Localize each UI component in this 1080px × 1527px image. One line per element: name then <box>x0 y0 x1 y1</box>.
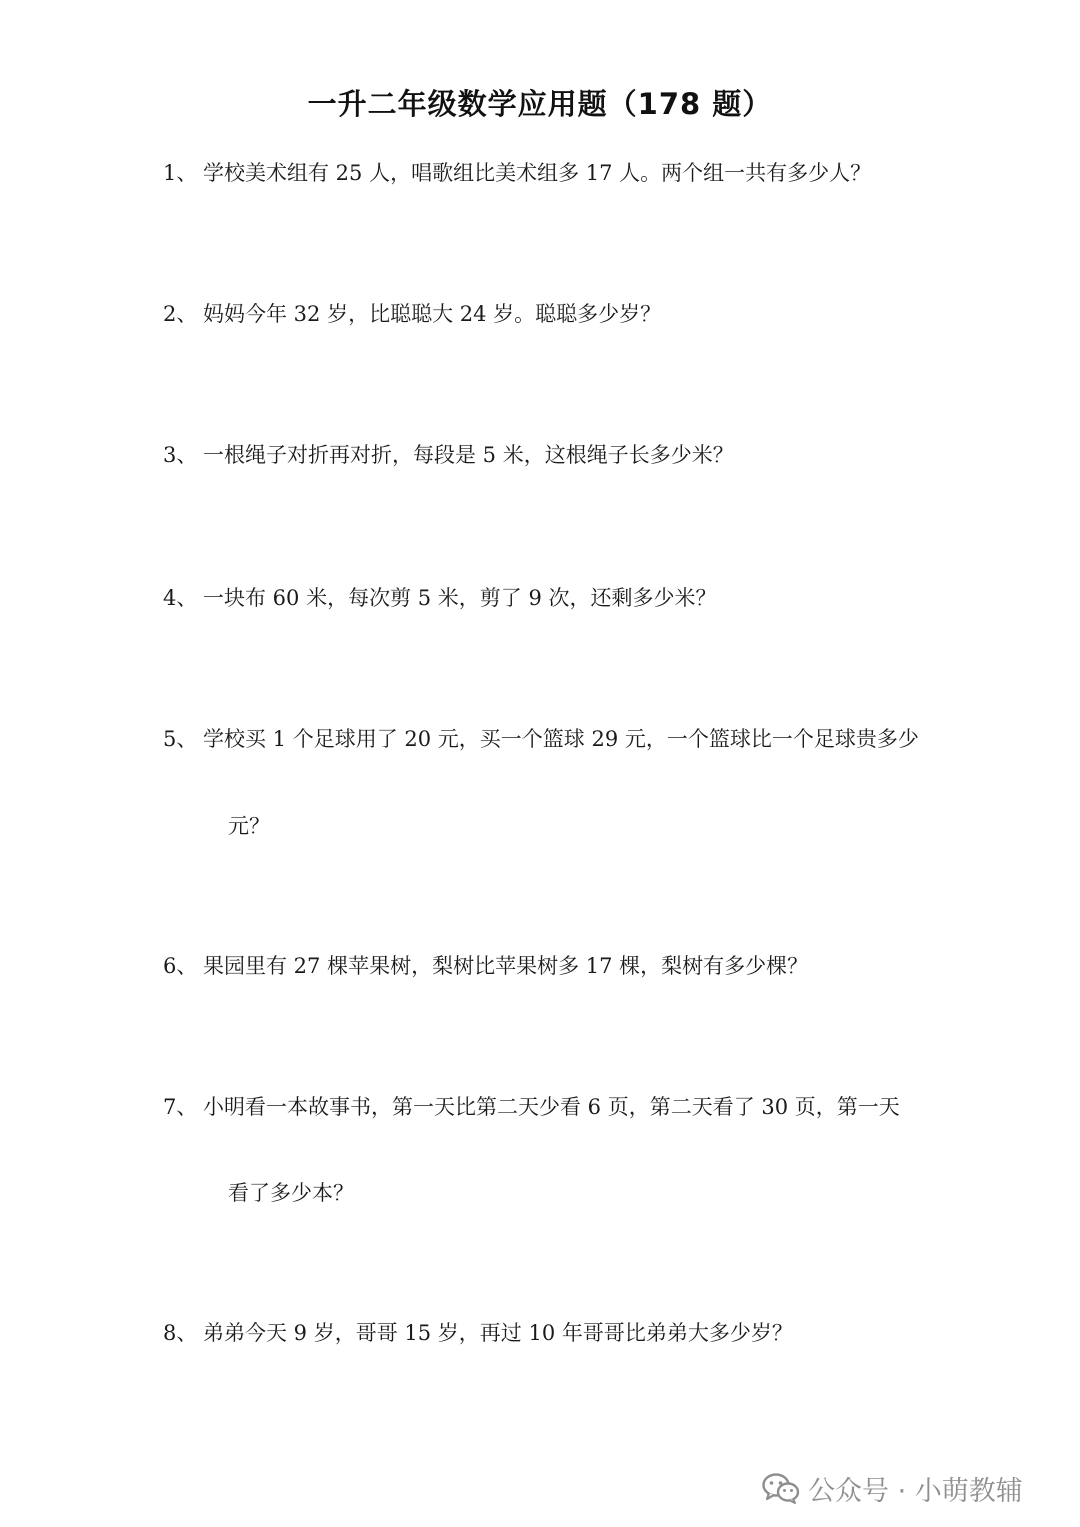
question-1 <box>163 158 943 188</box>
question-5 <box>163 724 943 754</box>
question-number: 4、 <box>163 586 198 610</box>
question-7 <box>163 1092 943 1122</box>
question-7-continuation: 看了多少本？ <box>228 1181 354 1205</box>
question-number: 1、 <box>163 161 198 185</box>
question-text: 学校买 1 个足球用了 20 元，买一个篮球 29 元，一个篮球比一个足球贵多少 <box>203 727 919 751</box>
question-3 <box>163 440 943 470</box>
page-title: 一升二年级数学应用题（178 题） <box>307 87 773 121</box>
watermark-text: 公众号 · 小萌教辅 <box>808 1475 1023 1507</box>
question-number: 2、 <box>163 302 198 326</box>
question-text: 学校美术组有 25 人，唱歌组比美术组多 17 人。两个组一共有多少人？ <box>203 161 872 185</box>
watermark <box>762 1466 1023 1510</box>
question-text: 一块布 60 米，每次剪 5 米，剪了 9 次，还剩多少米？ <box>203 586 717 610</box>
question-4 <box>163 583 943 613</box>
question-text: 一根绳子对折再对折，每段是 5 米，这根绳子长多少米？ <box>203 443 734 467</box>
question-2 <box>163 299 943 329</box>
wechat-icon <box>762 1472 800 1504</box>
question-text: 弟弟今天 9 岁，哥哥 15 岁，再过 10 年哥哥比弟弟大多少岁？ <box>203 1321 793 1345</box>
question-5-continuation: 元？ <box>228 814 270 838</box>
question-number: 7、 <box>163 1095 198 1119</box>
question-6 <box>163 951 943 981</box>
question-number: 3、 <box>163 443 198 467</box>
question-number: 6、 <box>163 954 198 978</box>
question-8 <box>163 1318 943 1348</box>
question-number: 8、 <box>163 1321 198 1345</box>
question-text: 小明看一本故事书，第一天比第二天少看 6 页，第二天看了 30 页，第一天 <box>203 1095 900 1119</box>
question-text: 果园里有 27 棵苹果树，梨树比苹果树多 17 棵，梨树有多少棵？ <box>203 954 809 978</box>
question-text: 妈妈今年 32 岁，比聪聪大 24 岁。聪聪多少岁？ <box>203 302 662 326</box>
question-number: 5、 <box>163 727 198 751</box>
